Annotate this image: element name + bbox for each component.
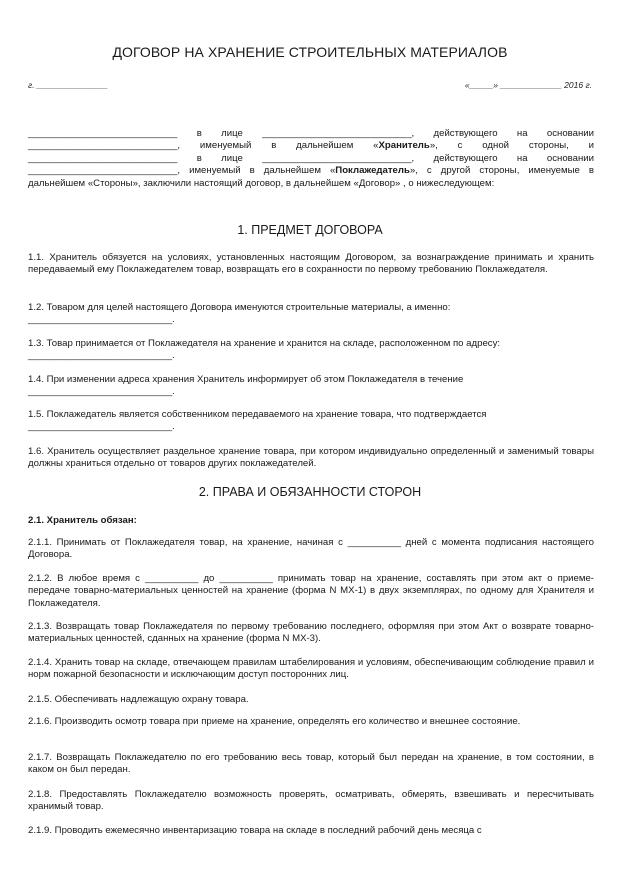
clause-2-1-3: 2.1.3. Возвращать товар Поклажедателя по первому требованию последнего, оформляя при этом Акт о возврате товарно-материальных ценностей, сданных на хранение (форма N МХ-3). bbox=[28, 621, 594, 645]
city-line: г. _______________ bbox=[28, 80, 108, 90]
preamble bbox=[28, 128, 594, 190]
preamble-part3: », с другой стороны, именуемые в дальнейшем «Стороны», заключили настоящий договор, в дальнейшем «Договор» , о нижеследующем: bbox=[28, 165, 594, 189]
clause-2-1-4: 2.1.4. Хранить товар на складе, отвечающем правилам штабелирования и условиям, обеспечивающим соблюдение правил и норм пожарной безопасности и исключающим доступ посторонних лиц. bbox=[28, 657, 594, 681]
clause-1-1: 1.1. Хранитель обязуется на условиях, установленных настоящим Договором, за вознаграждение принимать и хранить передаваемый ему Поклажедателем товар, возвращать его в сохранности по первому требованию Поклажедателя. bbox=[28, 252, 594, 276]
clause-1-6: 1.6. Хранитель осуществляет раздельное хранение товара, при котором индивидуально определенный и заменимый товары должны храниться отдельно от товаров других поклажедателей. bbox=[28, 446, 594, 470]
clause-1-5: 1.5. Поклажедатель является собственником передаваемого на хранение товара, что подтверждается ___________________________. bbox=[28, 409, 487, 433]
clause-2-1-9: 2.1.9. Проводить ежемесячно инвентаризацию товара на складе в последний рабочий день месяца с bbox=[28, 825, 482, 836]
preamble-part2: », с одной стороны, и ____________________________ в лице ____________________________, действующего на основании ____________________________, именуемый в дальнейшем « bbox=[28, 140, 594, 177]
preamble-part1: ____________________________ в лице ____________________________, действующего на основании ____________________________, именуемый в дальнейшем « bbox=[28, 128, 594, 152]
clause-2-1 bbox=[28, 515, 594, 527]
clause-2-1-6: 2.1.6. Производить осмотр товара при приеме на хранение, определять его количество и внешнее состояние. bbox=[28, 716, 521, 727]
clause-1-4: 1.4. При изменении адреса хранения Хранитель информирует об этом Поклажедателя в течение ___________________________. bbox=[28, 374, 464, 398]
document-title: ДОГОВОР НА ХРАНЕНИЕ СТРОИТЕЛЬНЫХ МАТЕРИАЛОВ bbox=[112, 44, 508, 60]
clause-2-1-8: 2.1.8. Предоставлять Поклажедателю возможность проверять, осматривать, обмерять, взвешивать и пересчитывать хранимый товар. bbox=[28, 789, 594, 813]
clause-2-1-7: 2.1.7. Возвращать Поклажедателю по его требованию весь товар, который был передан на хранение, в том состоянии, в каком он был передан. bbox=[28, 752, 594, 776]
section-1-title: 1. ПРЕДМЕТ ДОГОВОРА bbox=[237, 223, 383, 237]
clause-2-1-5: 2.1.5. Обеспечивать надлежащую охрану товара. bbox=[28, 694, 249, 705]
clause-1-3: 1.3. Товар принимается от Поклажедателя на хранение и хранится на складе, расположенном по адресу: ___________________________. bbox=[28, 338, 501, 362]
date-line: «_____» _____________ 2016 г. bbox=[464, 80, 592, 90]
clause-1-2: 1.2. Товаром для целей настоящего Договора именуются строительные материалы, а именно: ___________________________. bbox=[28, 302, 451, 326]
section-2-title: 2. ПРАВА И ОБЯЗАННОСТИ СТОРОН bbox=[198, 485, 422, 499]
depositor-term: Поклажедатель bbox=[335, 165, 410, 177]
clause-2-1-text: 2.1. Хранитель обязан: bbox=[28, 515, 137, 526]
clause-2-1-1: 2.1.1. Принимать от Поклажедателя товар, на хранение, начиная с __________ дней с момента подписания настоящего Договора. bbox=[28, 537, 594, 561]
keeper-term: Хранитель bbox=[378, 140, 430, 152]
clause-2-1-2: 2.1.2. В любое время с __________ до __________ принимать товар на хранение, составлять при этом акт о приеме-передаче товарно-материальных ценностей на хранение (форма N МХ-1) в двух экземплярах, по одному для Хранителя и Поклажедателя. bbox=[28, 573, 594, 609]
